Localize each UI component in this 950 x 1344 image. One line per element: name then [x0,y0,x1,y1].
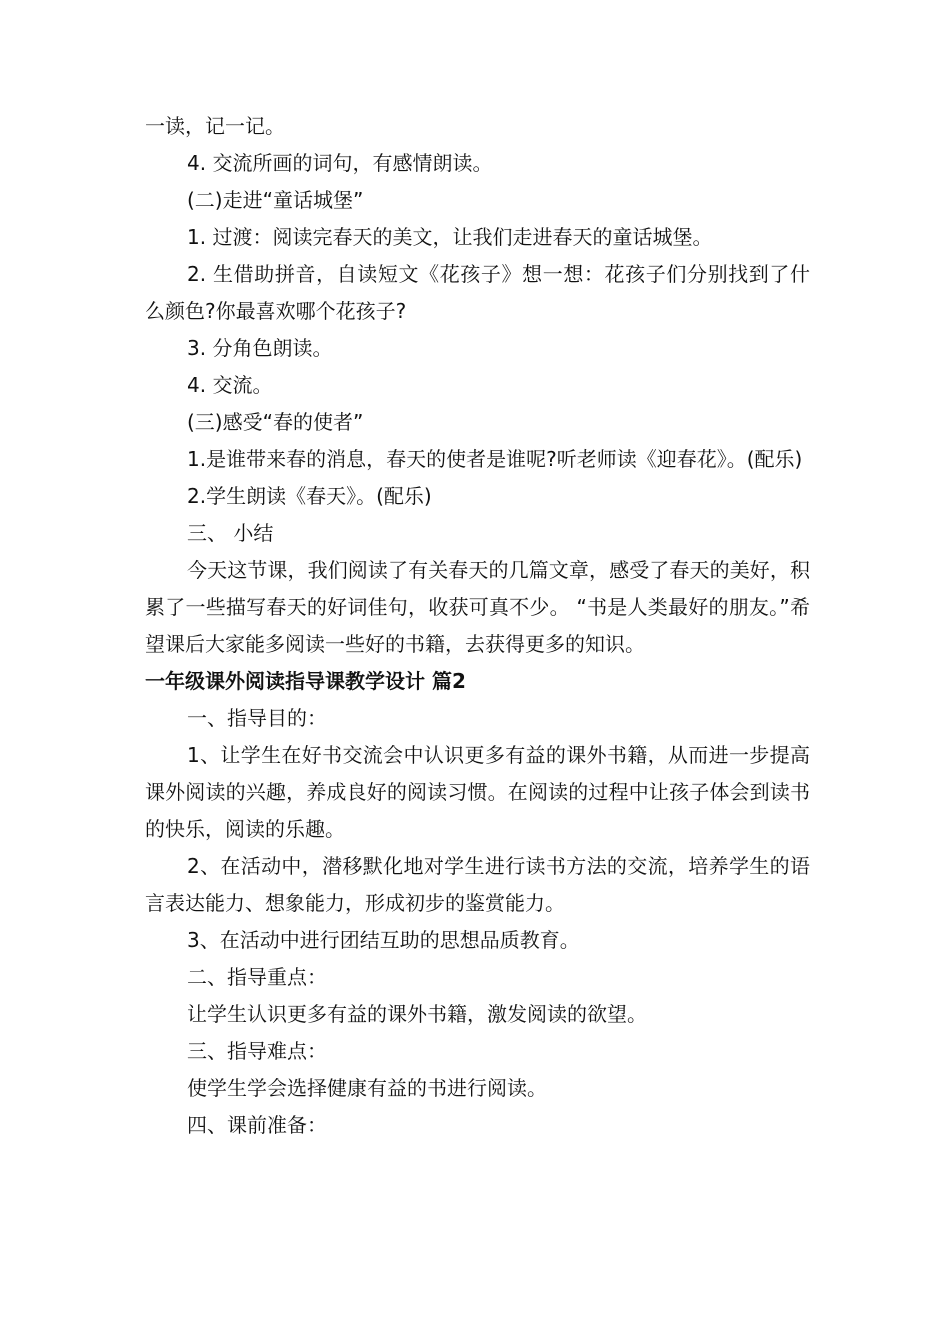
article-title: 一年级课外阅读指导课教学设计 篇2 [145,669,466,693]
paragraph: 2.学生朗读《春天》。(配乐) [187,484,432,508]
document-body [145,108,810,1144]
paragraph: 3. 分角色朗读。 [187,336,333,360]
paragraph: 3、在活动中进行团结互助的思想品质教育。 [187,928,580,952]
paragraph: 2. 生借助拼音，自读短文《花孩子》想一想：花孩子们分别找到了什么颜色?你最喜欢哪个花孩子? [145,262,810,323]
paragraph: 一读，记一记。 [145,114,285,138]
section-heading: 二、指导重点： [187,965,327,989]
paragraph: 4. 交流。 [187,373,273,397]
section-heading: 四、课前准备： [187,1113,327,1137]
paragraph: 今天这节课，我们阅读了有关春天的几篇文章，感受了春天的美好，积累了一些描写春天的好词佳句，收获可真不少。 “书是人类最好的朋友。”希望课后大家能多阅读一些好的书籍，去获得更多的知识。 [145,558,810,656]
paragraph: 4. 交流所画的词句，有感情朗读。 [187,151,493,175]
paragraph: 1. 过渡：阅读完春天的美文，让我们走进春天的童话城堡。 [187,225,713,249]
section-heading: 三、指导难点： [187,1039,327,1063]
section-heading: (三)感受“春的使者” [187,410,364,434]
section-heading: 一、指导目的： [187,706,327,730]
section-heading: 三、 小结 [187,521,274,545]
paragraph: 让学生认识更多有益的课外书籍，激发阅读的欲望。 [187,1002,647,1026]
paragraph: 2、在活动中，潜移默化地对学生进行读书方法的交流，培养学生的语言表达能力、想象能力，形成初步的鉴赏能力。 [145,854,810,915]
section-heading: (二)走进“童话城堡” [187,188,364,212]
paragraph: 1.是谁带来春的消息，春天的使者是谁呢?听老师读《迎春花》。(配乐) [187,447,803,471]
paragraph: 1、让学生在好书交流会中认识更多有益的课外书籍，从而进一步提高课外阅读的兴趣，养成良好的阅读习惯。在阅读的过程中让孩子体会到读书的快乐，阅读的乐趣。 [145,743,810,841]
paragraph: 使学生学会选择健康有益的书进行阅读。 [187,1076,547,1100]
